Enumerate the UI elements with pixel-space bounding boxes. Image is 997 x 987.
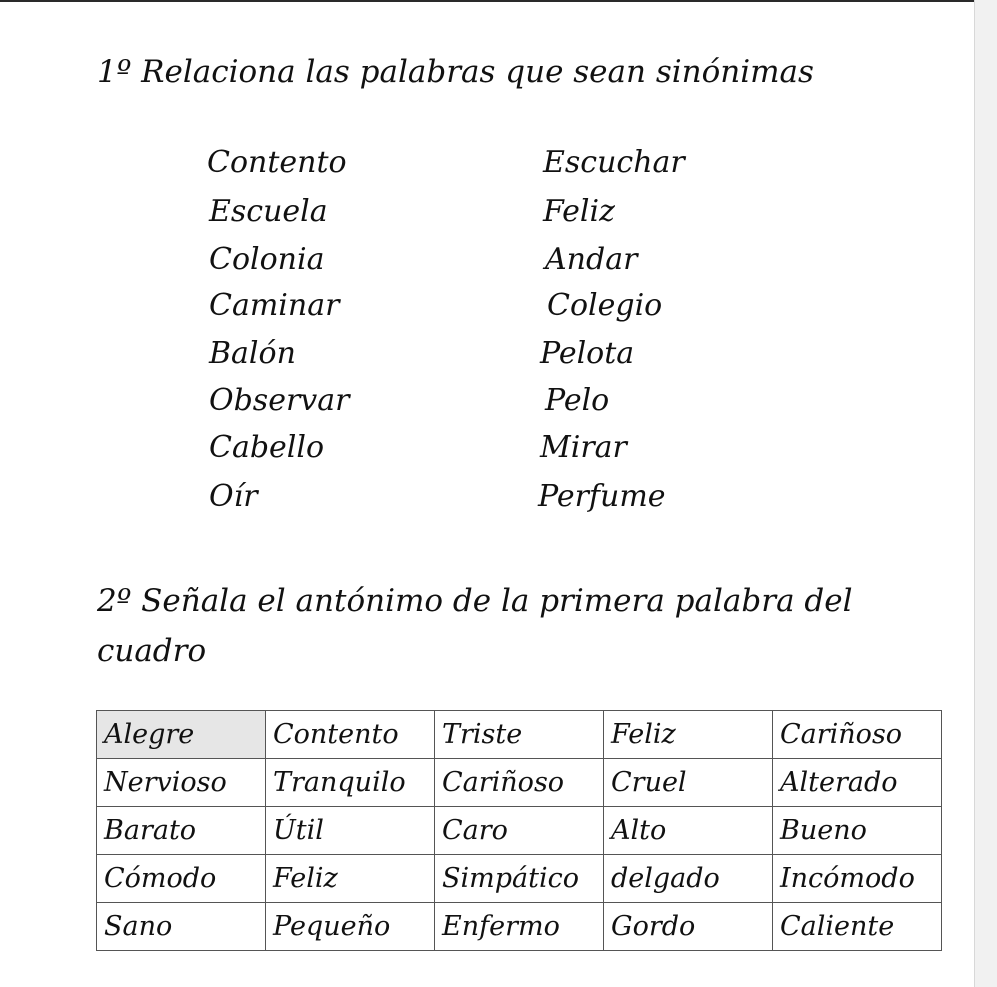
right-word[interactable]: Feliz: [543, 194, 615, 229]
table-row: [97, 903, 942, 951]
antonym-table: [96, 710, 942, 951]
target-word-cell: Barato: [97, 807, 266, 855]
right-word[interactable]: Pelo: [545, 383, 610, 418]
left-word[interactable]: Caminar: [209, 288, 340, 323]
right-word[interactable]: Perfume: [538, 479, 666, 514]
option-cell[interactable]: Cruel: [604, 759, 773, 807]
table-row: [97, 711, 942, 759]
option-cell[interactable]: Útil: [266, 807, 435, 855]
option-cell[interactable]: Contento: [266, 711, 435, 759]
right-word[interactable]: Colegio: [547, 288, 663, 323]
table-row: [97, 855, 942, 903]
option-cell[interactable]: Caro: [435, 807, 604, 855]
option-cell[interactable]: delgado: [604, 855, 773, 903]
option-cell[interactable]: Enfermo: [435, 903, 604, 951]
option-cell[interactable]: Alterado: [773, 759, 942, 807]
left-word[interactable]: Cabello: [209, 430, 325, 465]
page-top-border: [0, 0, 997, 2]
option-cell[interactable]: Feliz: [604, 711, 773, 759]
option-cell[interactable]: Alto: [604, 807, 773, 855]
option-cell[interactable]: Pequeño: [266, 903, 435, 951]
target-word-cell: Sano: [97, 903, 266, 951]
right-word[interactable]: Escuchar: [543, 145, 685, 180]
option-cell[interactable]: Triste: [435, 711, 604, 759]
left-word[interactable]: Escuela: [209, 194, 328, 229]
option-cell[interactable]: Feliz: [266, 855, 435, 903]
option-cell[interactable]: Caliente: [773, 903, 942, 951]
option-cell[interactable]: Tranquilo: [266, 759, 435, 807]
right-word[interactable]: Andar: [545, 242, 638, 277]
left-word[interactable]: Colonia: [209, 242, 325, 277]
target-word-cell: Cómodo: [97, 855, 266, 903]
right-word[interactable]: Pelota: [540, 336, 635, 371]
option-cell[interactable]: Incómodo: [773, 855, 942, 903]
left-word[interactable]: Oír: [209, 479, 258, 514]
option-cell[interactable]: Cariñoso: [773, 711, 942, 759]
right-word[interactable]: Mirar: [540, 430, 627, 465]
target-word-cell: Nervioso: [97, 759, 266, 807]
option-cell[interactable]: Simpático: [435, 855, 604, 903]
left-word[interactable]: Contento: [207, 145, 347, 180]
exercise-1-title: 1º Relaciona las palabras que sean sinónimas: [97, 54, 814, 90]
option-cell[interactable]: Bueno: [773, 807, 942, 855]
page-right-margin: [974, 0, 997, 987]
exercise-2-title: 2º Señala el antónimo de la primera palabra del cuadro: [97, 583, 853, 669]
table-row: [97, 759, 942, 807]
table-row: [97, 807, 942, 855]
target-word-cell: Alegre: [97, 711, 266, 759]
left-word[interactable]: Observar: [209, 383, 350, 418]
option-cell[interactable]: Cariñoso: [435, 759, 604, 807]
left-word[interactable]: Balón: [209, 336, 296, 371]
option-cell[interactable]: Gordo: [604, 903, 773, 951]
